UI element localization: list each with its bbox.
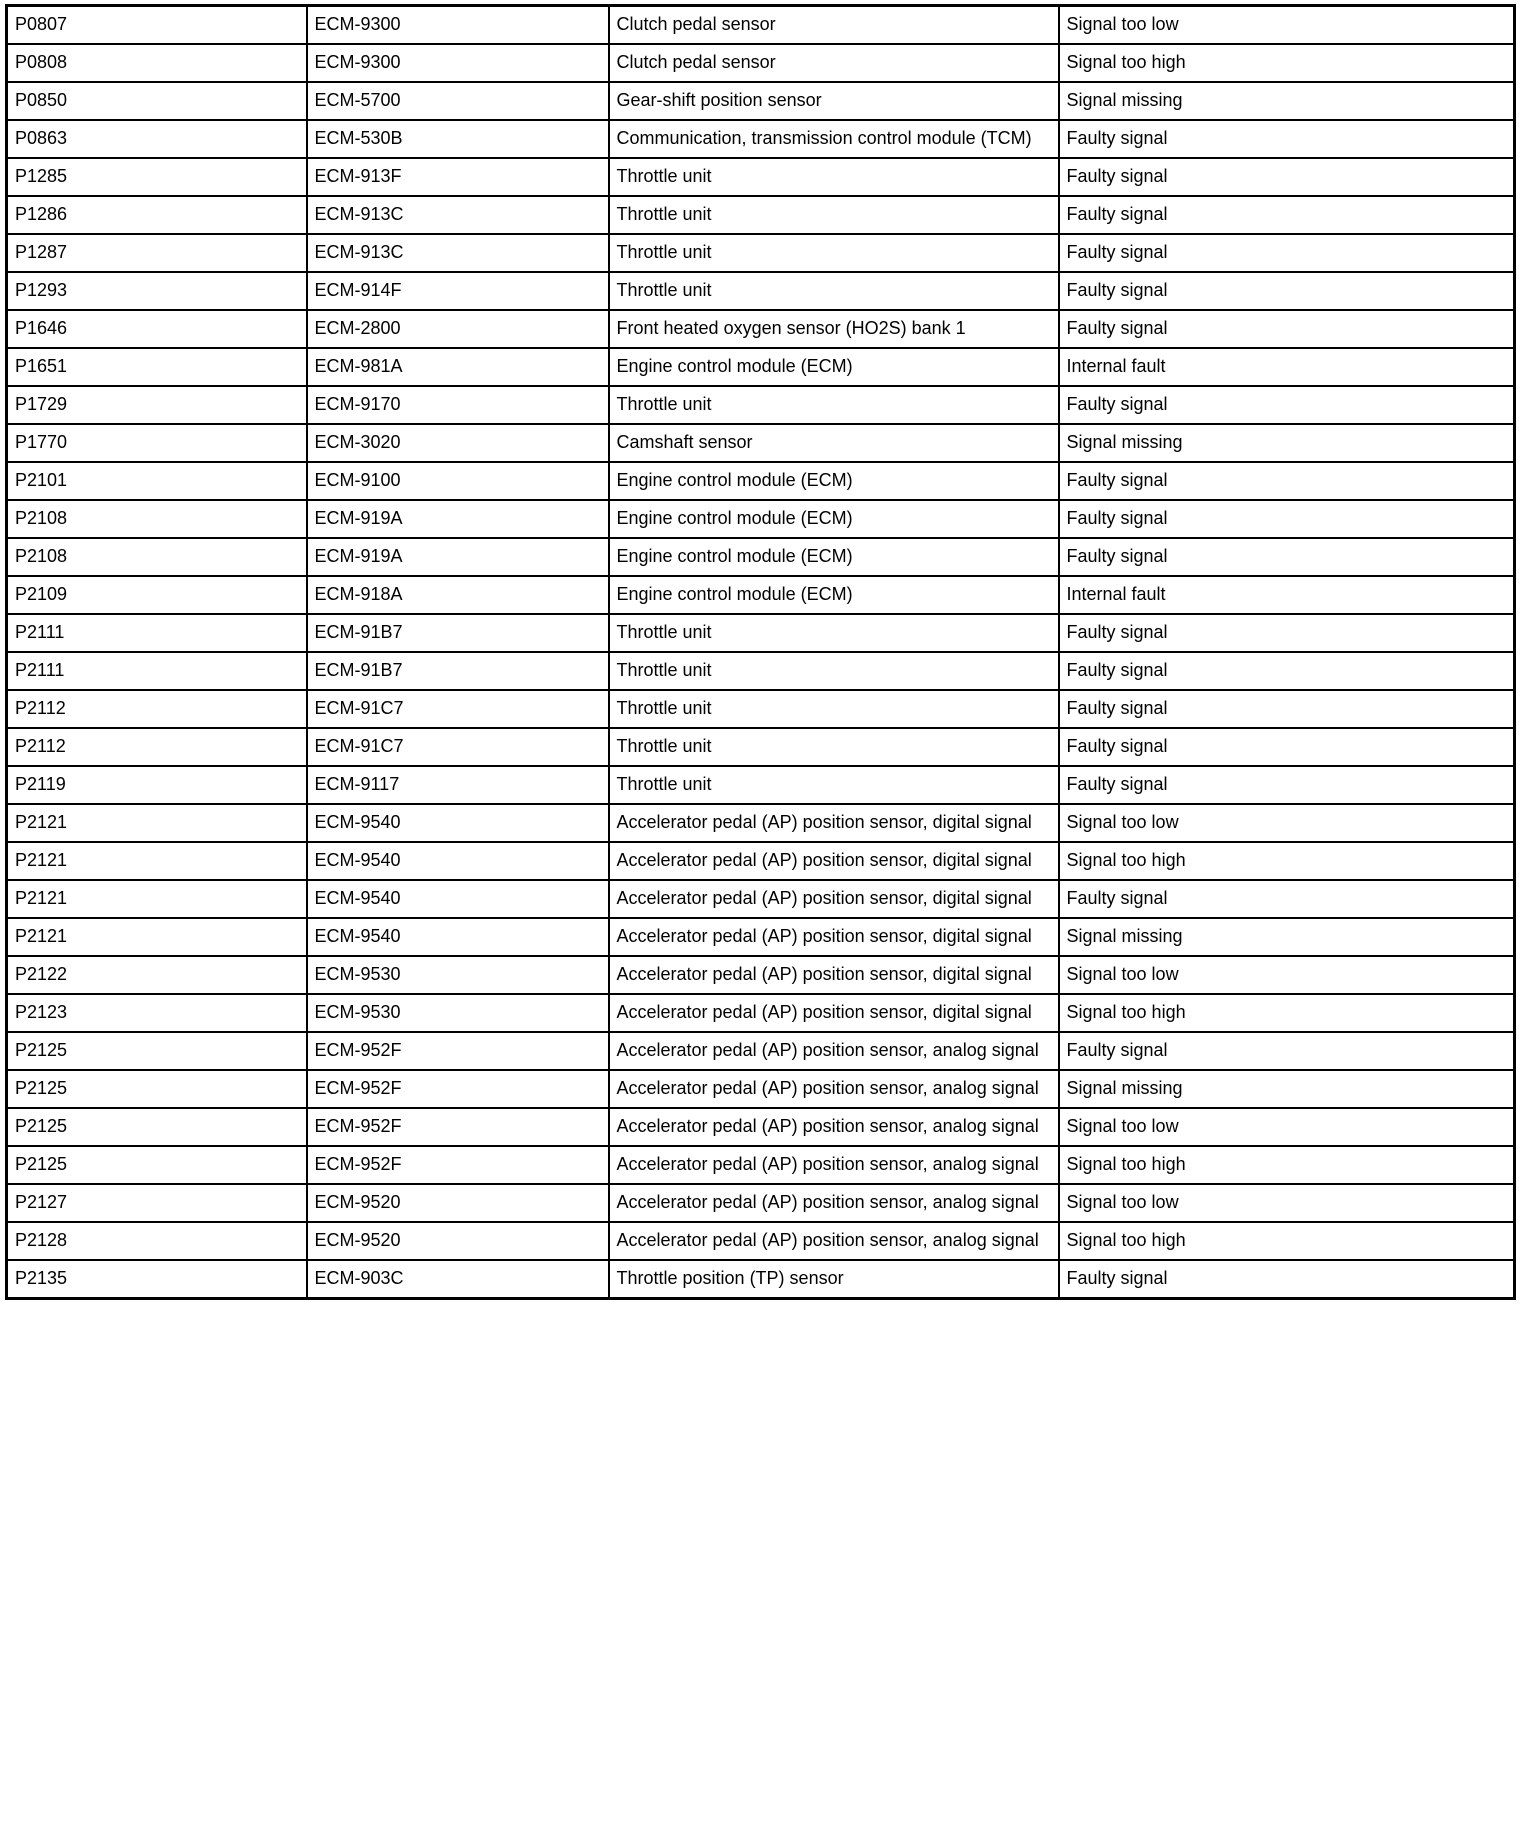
table-row	[7, 462, 1515, 500]
fault-type-cell: Internal fault	[1059, 576, 1515, 614]
table-row	[7, 576, 1515, 614]
table-row	[7, 424, 1515, 462]
description-cell: Front heated oxygen sensor (HO2S) bank 1	[609, 310, 1059, 348]
table-row	[7, 1222, 1515, 1260]
dtc-code-cell: P0850	[7, 82, 307, 120]
dtc-code-cell: P2125	[7, 1032, 307, 1070]
dtc-code-cell: P2121	[7, 918, 307, 956]
ecm-code-cell: ECM-9540	[307, 918, 609, 956]
table-row	[7, 234, 1515, 272]
ecm-code-cell: ECM-9530	[307, 994, 609, 1032]
ecm-code-cell: ECM-91B7	[307, 614, 609, 652]
table-row	[7, 386, 1515, 424]
description-cell: Engine control module (ECM)	[609, 538, 1059, 576]
dtc-code-cell: P2109	[7, 576, 307, 614]
table-row	[7, 158, 1515, 196]
fault-type-cell: Faulty signal	[1059, 538, 1515, 576]
fault-type-cell: Faulty signal	[1059, 1032, 1515, 1070]
dtc-code-cell: P2121	[7, 880, 307, 918]
ecm-code-cell: ECM-530B	[307, 120, 609, 158]
fault-type-cell: Faulty signal	[1059, 690, 1515, 728]
description-cell: Accelerator pedal (AP) position sensor, analog signal	[609, 1070, 1059, 1108]
ecm-code-cell: ECM-9300	[307, 6, 609, 45]
description-cell: Throttle unit	[609, 652, 1059, 690]
table-row	[7, 1146, 1515, 1184]
fault-type-cell: Faulty signal	[1059, 386, 1515, 424]
description-cell: Gear-shift position sensor	[609, 82, 1059, 120]
table-row	[7, 728, 1515, 766]
fault-type-cell: Signal too high	[1059, 842, 1515, 880]
ecm-code-cell: ECM-952F	[307, 1108, 609, 1146]
dtc-code-cell: P0808	[7, 44, 307, 82]
fault-type-cell: Signal too low	[1059, 804, 1515, 842]
fault-type-cell: Signal missing	[1059, 82, 1515, 120]
ecm-code-cell: ECM-918A	[307, 576, 609, 614]
table-row	[7, 538, 1515, 576]
dtc-code-cell: P2111	[7, 652, 307, 690]
table-row	[7, 994, 1515, 1032]
dtc-code-cell: P0807	[7, 6, 307, 45]
table-row	[7, 82, 1515, 120]
ecm-code-cell: ECM-9540	[307, 842, 609, 880]
description-cell: Accelerator pedal (AP) position sensor, analog signal	[609, 1032, 1059, 1070]
fault-type-cell: Signal too high	[1059, 1222, 1515, 1260]
description-cell: Throttle unit	[609, 766, 1059, 804]
description-cell: Accelerator pedal (AP) position sensor, digital signal	[609, 804, 1059, 842]
dtc-code-cell: P2125	[7, 1108, 307, 1146]
table-row	[7, 956, 1515, 994]
dtc-code-cell: P1285	[7, 158, 307, 196]
description-cell: Throttle unit	[609, 272, 1059, 310]
description-cell: Throttle unit	[609, 614, 1059, 652]
dtc-code-cell: P2121	[7, 804, 307, 842]
description-cell: Accelerator pedal (AP) position sensor, analog signal	[609, 1222, 1059, 1260]
fault-type-cell: Signal too low	[1059, 1108, 1515, 1146]
description-cell: Engine control module (ECM)	[609, 462, 1059, 500]
dtc-code-cell: P1729	[7, 386, 307, 424]
ecm-code-cell: ECM-952F	[307, 1032, 609, 1070]
table-row	[7, 842, 1515, 880]
table-row	[7, 44, 1515, 82]
description-cell: Clutch pedal sensor	[609, 6, 1059, 45]
table-row	[7, 880, 1515, 918]
description-cell: Throttle unit	[609, 690, 1059, 728]
description-cell: Throttle position (TP) sensor	[609, 1260, 1059, 1299]
dtc-table	[5, 4, 1516, 1300]
table-row	[7, 196, 1515, 234]
table-row	[7, 1184, 1515, 1222]
table-row	[7, 310, 1515, 348]
fault-type-cell: Faulty signal	[1059, 158, 1515, 196]
ecm-code-cell: ECM-919A	[307, 500, 609, 538]
fault-type-cell: Signal too high	[1059, 44, 1515, 82]
dtc-code-cell: P1293	[7, 272, 307, 310]
ecm-code-cell: ECM-919A	[307, 538, 609, 576]
fault-type-cell: Signal too low	[1059, 956, 1515, 994]
description-cell: Engine control module (ECM)	[609, 500, 1059, 538]
fault-type-cell: Signal too high	[1059, 1146, 1515, 1184]
table-row	[7, 1108, 1515, 1146]
dtc-code-cell: P2112	[7, 690, 307, 728]
dtc-code-cell: P1651	[7, 348, 307, 386]
dtc-code-cell: P2128	[7, 1222, 307, 1260]
dtc-code-cell: P2127	[7, 1184, 307, 1222]
table-row	[7, 120, 1515, 158]
dtc-code-cell: P2111	[7, 614, 307, 652]
fault-type-cell: Signal missing	[1059, 918, 1515, 956]
ecm-code-cell: ECM-9117	[307, 766, 609, 804]
ecm-code-cell: ECM-91C7	[307, 728, 609, 766]
table-row	[7, 1032, 1515, 1070]
fault-type-cell: Faulty signal	[1059, 462, 1515, 500]
ecm-code-cell: ECM-9540	[307, 804, 609, 842]
fault-type-cell: Faulty signal	[1059, 500, 1515, 538]
description-cell: Throttle unit	[609, 386, 1059, 424]
ecm-code-cell: ECM-3020	[307, 424, 609, 462]
table-row	[7, 272, 1515, 310]
ecm-code-cell: ECM-9300	[307, 44, 609, 82]
fault-type-cell: Faulty signal	[1059, 652, 1515, 690]
fault-type-cell: Faulty signal	[1059, 120, 1515, 158]
ecm-code-cell: ECM-914F	[307, 272, 609, 310]
dtc-code-cell: P2101	[7, 462, 307, 500]
table-row	[7, 348, 1515, 386]
ecm-code-cell: ECM-91B7	[307, 652, 609, 690]
dtc-code-cell: P2122	[7, 956, 307, 994]
dtc-code-cell: P0863	[7, 120, 307, 158]
description-cell: Throttle unit	[609, 728, 1059, 766]
description-cell: Accelerator pedal (AP) position sensor, digital signal	[609, 956, 1059, 994]
description-cell: Engine control module (ECM)	[609, 576, 1059, 614]
dtc-code-cell: P1770	[7, 424, 307, 462]
ecm-code-cell: ECM-913C	[307, 196, 609, 234]
fault-type-cell: Faulty signal	[1059, 196, 1515, 234]
ecm-code-cell: ECM-952F	[307, 1146, 609, 1184]
table-row	[7, 500, 1515, 538]
dtc-code-cell: P2108	[7, 500, 307, 538]
ecm-code-cell: ECM-903C	[307, 1260, 609, 1299]
dtc-code-cell: P1646	[7, 310, 307, 348]
dtc-code-cell: P2121	[7, 842, 307, 880]
ecm-code-cell: ECM-9520	[307, 1184, 609, 1222]
dtc-code-cell: P2112	[7, 728, 307, 766]
description-cell: Accelerator pedal (AP) position sensor, analog signal	[609, 1146, 1059, 1184]
description-cell: Accelerator pedal (AP) position sensor, digital signal	[609, 842, 1059, 880]
description-cell: Accelerator pedal (AP) position sensor, analog signal	[609, 1184, 1059, 1222]
ecm-code-cell: ECM-913F	[307, 158, 609, 196]
dtc-code-cell: P2125	[7, 1146, 307, 1184]
description-cell: Engine control module (ECM)	[609, 348, 1059, 386]
table-row	[7, 6, 1515, 45]
fault-type-cell: Faulty signal	[1059, 1260, 1515, 1299]
table-row	[7, 918, 1515, 956]
table-row	[7, 804, 1515, 842]
description-cell: Accelerator pedal (AP) position sensor, analog signal	[609, 1108, 1059, 1146]
dtc-code-cell: P2108	[7, 538, 307, 576]
dtc-code-cell: P1287	[7, 234, 307, 272]
table-row	[7, 652, 1515, 690]
dtc-code-cell: P2123	[7, 994, 307, 1032]
table-row	[7, 1260, 1515, 1299]
description-cell: Accelerator pedal (AP) position sensor, digital signal	[609, 918, 1059, 956]
fault-type-cell: Signal missing	[1059, 424, 1515, 462]
description-cell: Accelerator pedal (AP) position sensor, digital signal	[609, 880, 1059, 918]
fault-type-cell: Faulty signal	[1059, 310, 1515, 348]
ecm-code-cell: ECM-913C	[307, 234, 609, 272]
ecm-code-cell: ECM-9170	[307, 386, 609, 424]
dtc-code-cell: P1286	[7, 196, 307, 234]
description-cell: Accelerator pedal (AP) position sensor, digital signal	[609, 994, 1059, 1032]
ecm-code-cell: ECM-952F	[307, 1070, 609, 1108]
table-row	[7, 766, 1515, 804]
ecm-code-cell: ECM-9100	[307, 462, 609, 500]
description-cell: Camshaft sensor	[609, 424, 1059, 462]
fault-type-cell: Signal missing	[1059, 1070, 1515, 1108]
dtc-code-cell: P2119	[7, 766, 307, 804]
fault-type-cell: Faulty signal	[1059, 234, 1515, 272]
fault-type-cell: Faulty signal	[1059, 272, 1515, 310]
ecm-code-cell: ECM-981A	[307, 348, 609, 386]
ecm-code-cell: ECM-9530	[307, 956, 609, 994]
description-cell: Throttle unit	[609, 158, 1059, 196]
description-cell: Throttle unit	[609, 196, 1059, 234]
dtc-code-cell: P2135	[7, 1260, 307, 1299]
table-row	[7, 1070, 1515, 1108]
dtc-table-body	[7, 6, 1515, 1299]
ecm-code-cell: ECM-5700	[307, 82, 609, 120]
fault-type-cell: Faulty signal	[1059, 766, 1515, 804]
fault-type-cell: Internal fault	[1059, 348, 1515, 386]
fault-type-cell: Faulty signal	[1059, 728, 1515, 766]
fault-type-cell: Faulty signal	[1059, 614, 1515, 652]
fault-type-cell: Signal too high	[1059, 994, 1515, 1032]
description-cell: Communication, transmission control module (TCM)	[609, 120, 1059, 158]
table-row	[7, 690, 1515, 728]
fault-type-cell: Signal too low	[1059, 6, 1515, 45]
ecm-code-cell: ECM-9520	[307, 1222, 609, 1260]
ecm-code-cell: ECM-91C7	[307, 690, 609, 728]
description-cell: Clutch pedal sensor	[609, 44, 1059, 82]
ecm-code-cell: ECM-2800	[307, 310, 609, 348]
fault-type-cell: Signal too low	[1059, 1184, 1515, 1222]
fault-type-cell: Faulty signal	[1059, 880, 1515, 918]
dtc-code-cell: P2125	[7, 1070, 307, 1108]
ecm-code-cell: ECM-9540	[307, 880, 609, 918]
table-row	[7, 614, 1515, 652]
description-cell: Throttle unit	[609, 234, 1059, 272]
